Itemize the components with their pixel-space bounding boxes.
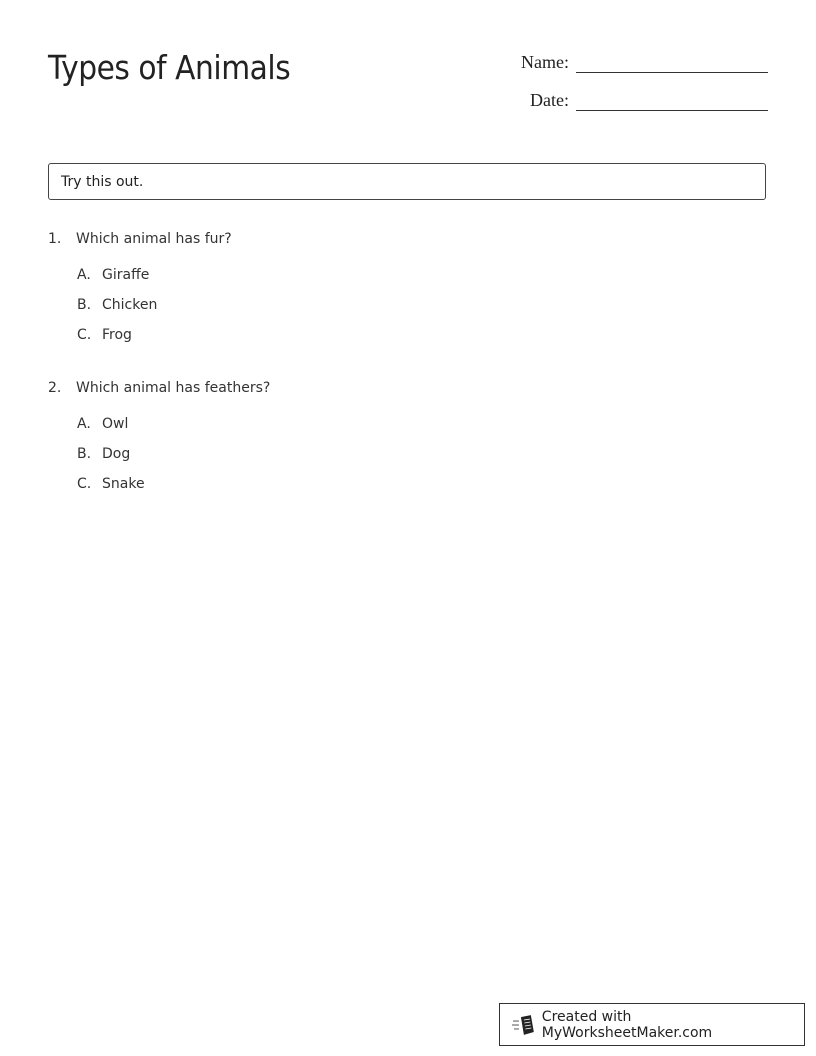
option-letter: C. [77, 476, 92, 492]
name-label: Name: [521, 52, 569, 72]
option-a[interactable] [77, 265, 232, 295]
question-number: 2. [48, 380, 62, 396]
option-text: Frog [102, 327, 132, 343]
question-text: Which animal has fur? [76, 231, 232, 247]
footer-badge[interactable] [499, 1003, 805, 1046]
worksheet-title: Types of Animals [48, 48, 291, 87]
question-number: 1. [48, 231, 62, 247]
date-blank-line[interactable] [576, 90, 768, 111]
option-text: Chicken [102, 297, 158, 313]
date-label: Date: [530, 90, 569, 110]
option-letter: B. [77, 297, 92, 313]
name-field[interactable] [521, 52, 768, 73]
answer-options [77, 414, 270, 504]
option-c[interactable] [77, 325, 232, 355]
footer-text: Created with MyWorksheetMaker.com [541, 1008, 713, 1041]
option-a[interactable] [77, 414, 270, 444]
option-text: Snake [102, 476, 145, 492]
worksheet-logo-icon [512, 1014, 536, 1036]
option-text: Dog [102, 446, 131, 462]
option-text: Giraffe [102, 267, 150, 283]
option-c[interactable] [77, 474, 270, 504]
option-letter: A. [77, 416, 91, 432]
answer-options [77, 265, 232, 355]
question-2 [48, 380, 270, 504]
option-letter: B. [77, 446, 92, 462]
question-1 [48, 231, 232, 355]
option-b[interactable] [77, 444, 270, 474]
option-letter: A. [77, 267, 91, 283]
instructions-box: Try this out. [48, 163, 766, 200]
question-text: Which animal has feathers? [76, 380, 271, 396]
date-field[interactable] [530, 90, 768, 111]
option-letter: C. [77, 327, 92, 343]
option-b[interactable] [77, 295, 232, 325]
option-text: Owl [102, 416, 129, 432]
name-blank-line[interactable] [576, 52, 768, 73]
